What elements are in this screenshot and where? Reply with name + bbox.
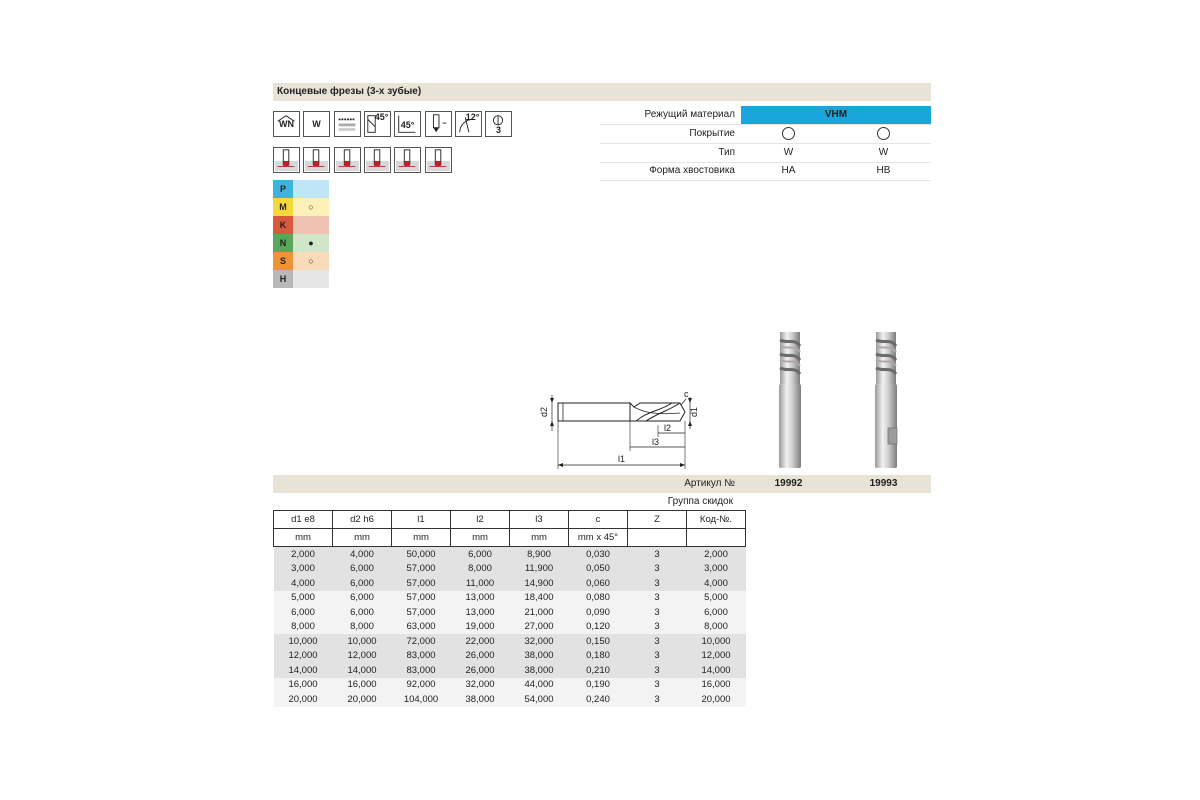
- column-header: Z: [628, 511, 687, 529]
- angle-12-icon: [455, 111, 482, 137]
- coating-label: Покрытие: [689, 128, 735, 139]
- table-cell: 14,000: [333, 663, 392, 678]
- table-cell: 14,000: [687, 663, 746, 678]
- table-row: [274, 562, 746, 577]
- table-cell: 38,000: [451, 692, 510, 707]
- table-cell: 18,400: [510, 591, 569, 606]
- l1-label: l1: [618, 454, 626, 464]
- table-cell: 3: [628, 692, 687, 707]
- icon-label: W: [312, 119, 321, 129]
- table-cell: 50,000: [392, 547, 451, 562]
- column-header: d2 h6: [333, 511, 392, 529]
- tool-photo-19993: [866, 328, 906, 470]
- material-suitability: [293, 270, 329, 288]
- table-cell: 3: [628, 620, 687, 635]
- ramping-icon: [334, 147, 361, 173]
- table-cell: 3: [628, 663, 687, 678]
- table-cell: 26,000: [451, 649, 510, 664]
- table-cell: 3: [628, 605, 687, 620]
- column-header: Код-№.: [687, 511, 746, 529]
- icon-label: 3: [495, 125, 501, 135]
- table-cell: 22,000: [451, 634, 510, 649]
- table-cell: 32,000: [451, 678, 510, 693]
- shank-form-label: Форма хвостовика: [649, 165, 735, 176]
- page-title: Концевые фрезы (3-х зубые): [273, 83, 931, 101]
- table-cell: 20,000: [333, 692, 392, 707]
- table-cell: 83,000: [392, 663, 451, 678]
- material-letter: S: [273, 252, 293, 270]
- table-cell: 16,000: [333, 678, 392, 693]
- table-cell: 3: [628, 562, 687, 577]
- table-cell: 8,000: [451, 562, 510, 577]
- material-suitability: ○: [293, 252, 329, 270]
- material-row: [273, 198, 329, 216]
- helix-45-icon: [364, 111, 391, 137]
- table-cell: 26,000: [451, 663, 510, 678]
- table-cell: 14,900: [510, 576, 569, 591]
- table-cell: 63,000: [392, 620, 451, 635]
- uncoated-circle-icon: [782, 127, 795, 140]
- type-label: Тип: [718, 147, 735, 158]
- column-header: l1: [392, 511, 451, 529]
- icon-label: 45°: [374, 112, 389, 122]
- type-value-2: W: [878, 147, 889, 158]
- table-cell: 8,000: [687, 620, 746, 635]
- table-cell: 57,000: [392, 605, 451, 620]
- table-cell: 92,000: [392, 678, 451, 693]
- table-cell: 6,000: [451, 547, 510, 562]
- column-header: c: [569, 511, 628, 529]
- table-cell: 6,000: [333, 605, 392, 620]
- table-cell: 12,000: [687, 649, 746, 664]
- material-row: [273, 252, 329, 270]
- tool-photo-19992: [770, 328, 810, 470]
- coating-value-1: [741, 125, 836, 143]
- table-row: [274, 591, 746, 606]
- table-cell: 44,000: [510, 678, 569, 693]
- material-letter: M: [273, 198, 293, 216]
- table-cell: 6,000: [687, 605, 746, 620]
- column-unit: [687, 529, 746, 547]
- table-cell: 0,050: [569, 562, 628, 577]
- column-header: d1 e8: [274, 511, 333, 529]
- table-cell: 13,000: [451, 591, 510, 606]
- table-cell: 3: [628, 576, 687, 591]
- column-unit: mm: [333, 529, 392, 547]
- table-units-row: [274, 529, 746, 547]
- table-cell: 4,000: [333, 547, 392, 562]
- table-cell: 14,000: [274, 663, 333, 678]
- table-cell: 0,060: [569, 576, 628, 591]
- type-value-1: W: [783, 147, 794, 158]
- column-unit: [628, 529, 687, 547]
- article-number-1: 19992: [774, 478, 803, 489]
- table-row: [274, 649, 746, 664]
- table-cell: 20,000: [274, 692, 333, 707]
- surface-icon: [334, 111, 361, 137]
- d1-label: d1: [689, 406, 699, 418]
- table-row: [274, 605, 746, 620]
- article-label: Артикул №: [684, 478, 735, 489]
- table-row: [274, 663, 746, 678]
- table-cell: 10,000: [274, 634, 333, 649]
- column-unit: mm: [510, 529, 569, 547]
- table-cell: 3,000: [687, 562, 746, 577]
- table-cell: 72,000: [392, 634, 451, 649]
- drilling-icon: [394, 147, 421, 173]
- table-cell: 11,900: [510, 562, 569, 577]
- table-cell: 38,000: [510, 663, 569, 678]
- cutting-material-label: Режущий материал: [644, 109, 735, 120]
- material-suitability: ○: [293, 198, 329, 216]
- table-cell: 3,000: [274, 562, 333, 577]
- table-cell: 3: [628, 649, 687, 664]
- material-row: [273, 234, 329, 252]
- teeth-3-icon: [485, 111, 512, 137]
- table-header-row: [274, 511, 746, 529]
- column-header: l3: [510, 511, 569, 529]
- table-cell: 4,000: [274, 576, 333, 591]
- table-row: [274, 620, 746, 635]
- table-cell: 19,000: [451, 620, 510, 635]
- table-cell: 5,000: [274, 591, 333, 606]
- wn-icon: [273, 111, 300, 137]
- table-cell: 10,000: [333, 634, 392, 649]
- discount-group-label: Группа скидок: [667, 496, 733, 507]
- profile-icon: [425, 147, 452, 173]
- material-suitability: [293, 180, 329, 198]
- table-cell: 32,000: [510, 634, 569, 649]
- table-cell: 0,090: [569, 605, 628, 620]
- table-cell: 3: [628, 591, 687, 606]
- material-letter: K: [273, 216, 293, 234]
- table-cell: 83,000: [392, 649, 451, 664]
- table-cell: 16,000: [687, 678, 746, 693]
- table-cell: 3: [628, 678, 687, 693]
- table-cell: 6,000: [274, 605, 333, 620]
- table-cell: 0,080: [569, 591, 628, 606]
- table-cell: 4,000: [687, 576, 746, 591]
- table-cell: 0,240: [569, 692, 628, 707]
- dimension-drawing: [530, 385, 710, 470]
- material-letter: N: [273, 234, 293, 252]
- column-unit: mm: [451, 529, 510, 547]
- l2-label: l2: [664, 423, 672, 433]
- table-row: [274, 692, 746, 707]
- table-cell: 20,000: [687, 692, 746, 707]
- pocket-icon: [364, 147, 391, 173]
- table-cell: 5,000: [687, 591, 746, 606]
- table-cell: 104,000: [392, 692, 451, 707]
- table-cell: 27,000: [510, 620, 569, 635]
- dimensions-table: [273, 510, 746, 707]
- table-cell: 2,000: [274, 547, 333, 562]
- table-cell: 8,000: [333, 620, 392, 635]
- table-cell: 3: [628, 634, 687, 649]
- coating-value-2: [836, 125, 931, 143]
- uncoated-circle-icon: [877, 127, 890, 140]
- material-row: [273, 180, 329, 198]
- table-cell: 6,000: [333, 562, 392, 577]
- w-icon: [303, 111, 330, 137]
- c-label: c: [684, 389, 689, 399]
- icon-label: WN: [279, 119, 294, 129]
- table-row: [274, 634, 746, 649]
- table-cell: 12,000: [274, 649, 333, 664]
- article-number-2: 19993: [869, 478, 898, 489]
- divider: [600, 180, 931, 181]
- l3-label: l3: [652, 437, 660, 447]
- table-row: [274, 547, 746, 562]
- table-cell: 0,120: [569, 620, 628, 635]
- column-header: l2: [451, 511, 510, 529]
- table-cell: 13,000: [451, 605, 510, 620]
- cutting-material-value: VHM: [741, 106, 931, 124]
- table-cell: 6,000: [333, 591, 392, 606]
- material-row: [273, 270, 329, 288]
- table-cell: 0,150: [569, 634, 628, 649]
- table-cell: 57,000: [392, 576, 451, 591]
- table-row: [274, 576, 746, 591]
- d2-label: d2: [539, 406, 549, 418]
- icon-label: 45°: [400, 120, 415, 130]
- table-cell: 10,000: [687, 634, 746, 649]
- material-letter: H: [273, 270, 293, 288]
- table-cell: 0,180: [569, 649, 628, 664]
- table-cell: 57,000: [392, 591, 451, 606]
- table-cell: 3: [628, 547, 687, 562]
- shank-value-2: HB: [876, 165, 891, 176]
- material-row: [273, 216, 329, 234]
- column-unit: mm x 45°: [569, 529, 628, 547]
- icon-label: 12°: [465, 112, 480, 122]
- table-cell: 38,000: [510, 649, 569, 664]
- table-cell: 8,000: [274, 620, 333, 635]
- table-cell: 54,000: [510, 692, 569, 707]
- table-cell: 8,900: [510, 547, 569, 562]
- chamfer-45-icon: [394, 111, 421, 137]
- table-cell: 6,000: [333, 576, 392, 591]
- table-cell: 0,030: [569, 547, 628, 562]
- slotting-icon: [273, 147, 300, 173]
- material-suitability: ●: [293, 234, 329, 252]
- table-cell: 57,000: [392, 562, 451, 577]
- column-unit: mm: [274, 529, 333, 547]
- plunge-icon: [425, 111, 452, 137]
- table-cell: 0,210: [569, 663, 628, 678]
- table-cell: 2,000: [687, 547, 746, 562]
- table-cell: 21,000: [510, 605, 569, 620]
- column-unit: mm: [392, 529, 451, 547]
- table-cell: 11,000: [451, 576, 510, 591]
- table-cell: 0,190: [569, 678, 628, 693]
- material-letter: P: [273, 180, 293, 198]
- table-cell: 16,000: [274, 678, 333, 693]
- table-row: [274, 678, 746, 693]
- side-milling-icon: [303, 147, 330, 173]
- material-suitability: [293, 216, 329, 234]
- table-cell: 12,000: [333, 649, 392, 664]
- shank-value-1: HA: [781, 165, 796, 176]
